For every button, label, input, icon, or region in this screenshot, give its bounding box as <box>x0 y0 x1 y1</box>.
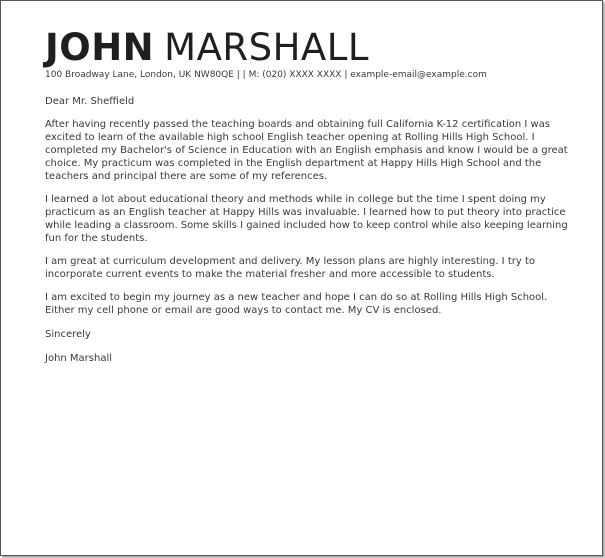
paragraph-1: After having recently passed the teaching boards and obtaining full California K-12 certification I was excited to learn of the available high school English teacher opening at Rolling Hills High School. I completed my Bachelor's of Science in Education with an English emphasis and know I would be a great choice. My practicum was completed in the English department at Happy Hills High School and the teachers and principal there are some of my references. <box>45 119 568 182</box>
signature-name: John Marshall <box>45 353 113 364</box>
paragraph-3: I am great at curriculum development and delivery. My lesson plans are highly interesting. I try to incorporate current events to make the material fresher and more accessible to students. <box>45 256 535 280</box>
salutation: Dear Mr. Sheffield <box>45 96 135 107</box>
paragraph-4: I am excited to begin my journey as a new teacher and hope I can do so at Rolling Hills High School. Either my cell phone or email are good ways to contact me. My CV is enclosed. <box>45 292 548 316</box>
applicant-name <box>45 27 575 69</box>
paragraph-2: I learned a lot about educational theory and methods while in college but the time I spent doing my practicum as an English teacher at Happy Hills was invaluable. I learned how to put theory into practice while leading a classroom. Some skills I gained included how to keep control while also keeping learning fun for the students. <box>45 194 568 244</box>
closing: Sincerely <box>45 329 91 340</box>
cover-letter <box>45 27 575 365</box>
last-name: MARSHALL <box>164 26 369 69</box>
first-name: JOHN <box>45 26 155 69</box>
contact-line: 100 Broadway Lane, London, UK NW80QE | | M: (020) XXXX XXXX | example-email@example.com <box>45 70 487 80</box>
